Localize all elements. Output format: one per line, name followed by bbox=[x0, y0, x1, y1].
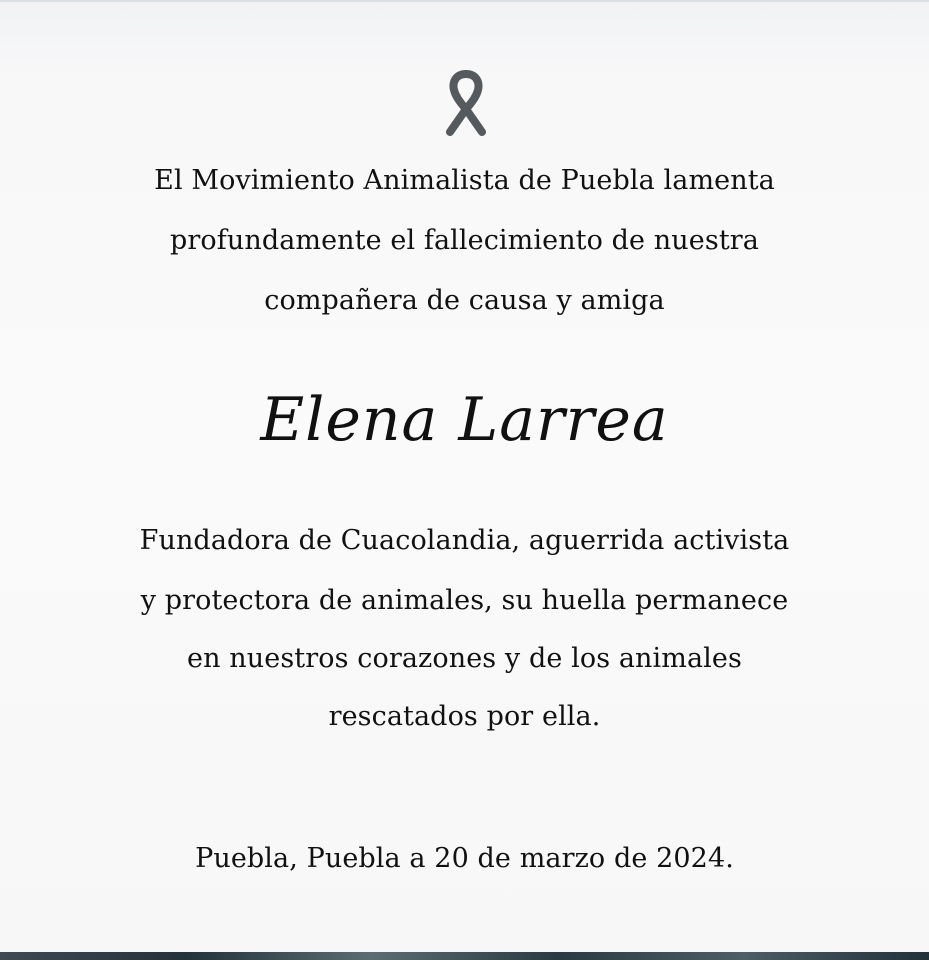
place-date-text: Puebla, Puebla a 20 de marzo de 2024. bbox=[195, 843, 734, 874]
deceased-name: Elena Larrea bbox=[260, 385, 669, 455]
tribute-line-3: en nuestros corazones y de los animales bbox=[187, 643, 742, 674]
tribute-line-2: y protectora de animales, su huella permanece bbox=[140, 585, 789, 616]
bottom-decorative-strip bbox=[0, 952, 929, 960]
tribute-line-1: Fundadora de Cuacolandia, aguerrida activista bbox=[139, 525, 790, 556]
tribute-line-4: rescatados por ella. bbox=[328, 701, 601, 732]
intro-line-3: compañera de causa y amiga bbox=[264, 285, 665, 316]
intro-line-2: profundamente el fallecimiento de nuestra bbox=[170, 225, 759, 256]
mourning-ribbon-icon bbox=[438, 68, 494, 136]
intro-line-1: El Movimiento Animalista de Puebla lamenta bbox=[154, 165, 775, 196]
